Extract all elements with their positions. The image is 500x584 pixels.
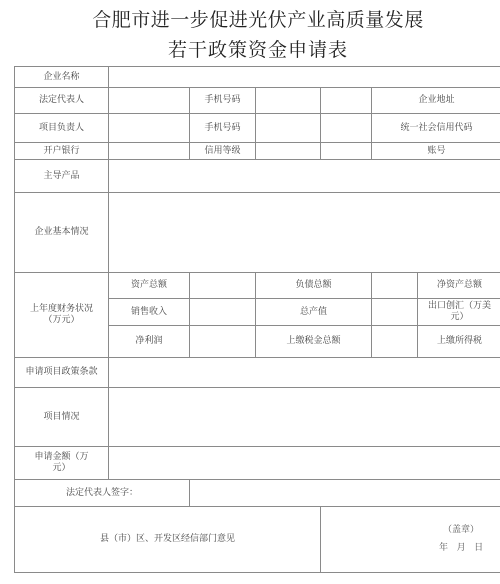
income-tax-paid-label: 上缴所得税 (418, 326, 500, 358)
apply-amount-label: 申请金额（万元） (15, 447, 109, 480)
blank-cell (321, 114, 372, 143)
project-info-field[interactable] (109, 388, 500, 447)
policy-clause-field[interactable] (109, 358, 500, 388)
company-basic-info-field[interactable] (109, 193, 500, 273)
tax-paid-total-label: 上缴税金总额 (256, 326, 372, 358)
project-lead-label: 项目负责人 (15, 114, 109, 143)
phone-field-1[interactable] (256, 88, 321, 114)
company-name-label: 企业名称 (15, 67, 109, 88)
total-output-field[interactable] (372, 299, 418, 326)
project-lead-field[interactable] (109, 114, 190, 143)
tax-paid-total-field[interactable] (372, 326, 418, 358)
account-label: 账号 (372, 143, 500, 160)
total-liabilities-field[interactable] (372, 273, 418, 299)
policy-clause-label: 申请项目政策条款 (15, 358, 109, 388)
total-assets-field[interactable] (190, 273, 256, 299)
document-title-line2: 若干政策资金申请表 (167, 39, 348, 61)
date-note: 年 月 日 (439, 543, 484, 553)
phone-label-2: 手机号码 (190, 114, 256, 143)
company-basic-info-label: 企业基本情况 (15, 193, 109, 273)
apply-amount-field[interactable] (109, 447, 500, 480)
last-year-finance-label: 上年度财务状况（万元） (15, 273, 109, 358)
legal-rep-signature-label: 法定代表人签字： (15, 480, 190, 507)
main-products-field[interactable] (109, 160, 500, 193)
county-opinion-field[interactable] (321, 507, 500, 573)
total-assets-label: 资产总额 (109, 273, 190, 299)
seal-note: （盖章） (443, 525, 480, 535)
phone-label-1: 手机号码 (190, 88, 256, 114)
document-title-line1: 合肥市进一步促进光伏产业高质量发展 (92, 9, 424, 31)
main-products-label: 主导产品 (15, 160, 109, 193)
credit-level-label: 信用等级 (190, 143, 256, 160)
legal-rep-signature-field[interactable] (190, 480, 500, 507)
net-assets-label: 净资产总额 (418, 273, 500, 299)
company-name-field[interactable] (109, 67, 500, 88)
company-address-label: 企业地址 (372, 88, 500, 114)
credit-level-field[interactable] (256, 143, 321, 160)
blank-cell (321, 88, 372, 114)
net-profit-label: 净利润 (109, 326, 190, 358)
net-profit-field[interactable] (190, 326, 256, 358)
credit-code-label: 统一社会信用代码 (372, 114, 500, 143)
blank-cell (321, 143, 372, 160)
legal-rep-label: 法定代表人 (15, 88, 109, 114)
application-form-table (14, 66, 500, 573)
sales-revenue-label: 销售收入 (109, 299, 190, 326)
legal-rep-field[interactable] (109, 88, 190, 114)
phone-field-2[interactable] (256, 114, 321, 143)
sales-revenue-field[interactable] (190, 299, 256, 326)
export-earnings-label: 出口创汇（万美元） (418, 299, 500, 326)
project-info-label: 项目情况 (15, 388, 109, 447)
bank-field[interactable] (109, 143, 190, 160)
bank-label: 开户银行 (15, 143, 109, 160)
total-liabilities-label: 负债总额 (256, 273, 372, 299)
county-opinion-label: 县（市）区、开发区经信部门意见 (15, 507, 321, 573)
total-output-label: 总产值 (256, 299, 372, 326)
